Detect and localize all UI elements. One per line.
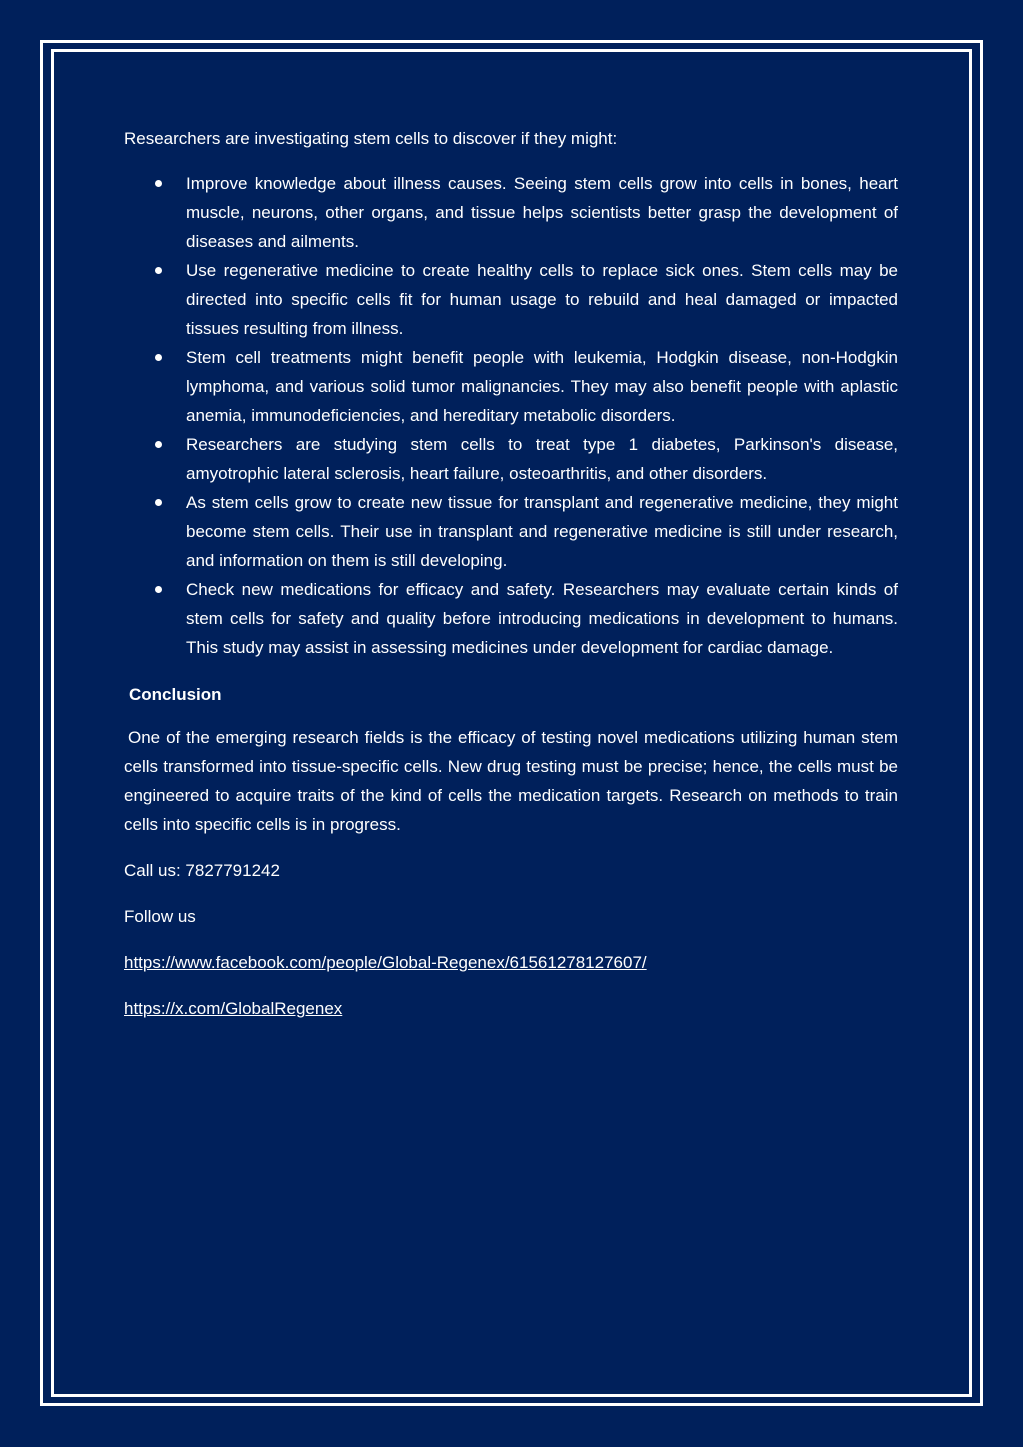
list-item-text: Use regenerative medicine to create healthy cells to replace sick ones. Stem cells may be directed into specific cells fit for human usage to rebuild and heal damaged or impacted tissues resulting from illness. — [186, 261, 898, 338]
bullet-icon — [155, 354, 162, 361]
bullet-icon — [155, 441, 162, 448]
list-item-text: Improve knowledge about illness causes. Seeing stem cells grow into cells in bones, heart muscle, neurons, other organs, and tissue helps scientists better grasp the development of diseases and ailments. — [186, 174, 898, 251]
list-item-text: Stem cell treatments might benefit people with leukemia, Hodgkin disease, non-Hodgkin lymphoma, and various solid tumor malignancies. They may also benefit people with aplastic anemia, immunodeficiencies, and hereditary metabolic disorders. — [186, 348, 898, 425]
list-item — [124, 169, 898, 256]
x-link[interactable]: https://x.com/GlobalRegenex — [124, 999, 343, 1018]
list-item — [124, 430, 898, 488]
document-body — [124, 124, 898, 1040]
conclusion-heading: Conclusion — [129, 685, 222, 704]
bullet-icon — [155, 586, 162, 593]
conclusion-paragraph: One of the emerging research fields is the efficacy of testing novel medications utilizing human stem cells transformed into tissue-specific cells. New drug testing must be precise; hence, the cells must be engineered to acquire traits of the kind of cells the medication targets. Research on methods to train cells into specific cells is in progress. — [124, 728, 898, 834]
list-item-text: As stem cells grow to create new tissue for transplant and regenerative medicine, they might become stem cells. Their use in transplant and regenerative medicine is still under research, and information on them is still developing. — [186, 493, 898, 570]
bullet-icon — [155, 180, 162, 187]
follow-us-text: Follow us — [124, 907, 196, 926]
bullet-list — [124, 169, 898, 662]
list-item — [124, 343, 898, 430]
list-item-text: Researchers are studying stem cells to treat type 1 diabetes, Parkinson's disease, amyotrophic lateral sclerosis, heart failure, osteoarthritis, and other disorders. — [186, 435, 898, 483]
list-item — [124, 488, 898, 575]
list-item-text: Check new medications for efficacy and safety. Researchers may evaluate certain kinds of stem cells for safety and quality before introducing medications in development to humans. This study may assist in assessing medicines under development for cardiac damage. — [186, 580, 898, 657]
intro-paragraph: Researchers are investigating stem cells to discover if they might: — [124, 129, 618, 148]
bullet-icon — [155, 267, 162, 274]
list-item — [124, 575, 898, 662]
call-us-text: Call us: 7827791242 — [124, 861, 280, 880]
facebook-link[interactable]: https://www.facebook.com/people/Global-Regenex/61561278127607/ — [124, 953, 647, 972]
bullet-icon — [155, 499, 162, 506]
list-item — [124, 256, 898, 343]
